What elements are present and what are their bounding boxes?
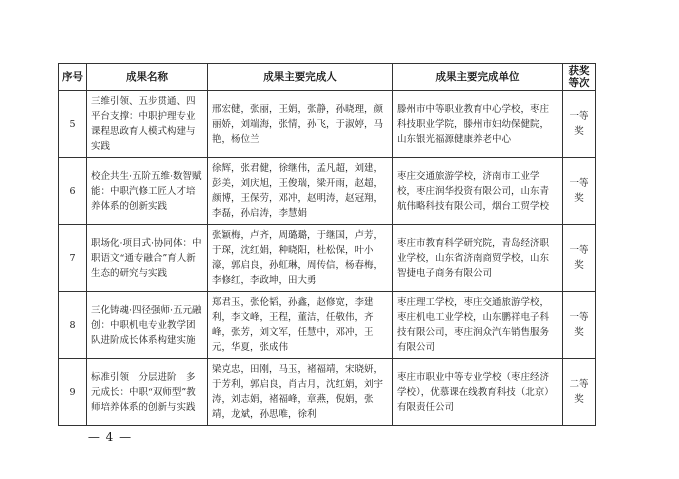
row-award: 一等奖 (563, 158, 596, 225)
table-row (59, 225, 596, 292)
header-serial: 序号 (59, 64, 87, 91)
table-row (59, 292, 596, 359)
row-serial: 7 (59, 225, 87, 292)
row-award: 一等奖 (563, 225, 596, 292)
row-people: 张颖梅，卢齐，周璐璐，于继国，卢芳，于琛，沈红娟，种晓阳，杜松保，叶小濠，郭启良，孙虹琳，周传信，杨春梅，李修红，李政坤，田大勇 (208, 225, 393, 292)
row-units: 枣庄市教育科学研究院，青岛经济职业学校，山东省济南商贸学校，山东智捷电子商务有限公司 (393, 225, 563, 292)
header-name: 成果名称 (87, 64, 208, 91)
row-units: 枣庄理工学校，枣庄交通旅游学校，枣庄机电工业学校，山东鹏祥电子科技有限公司，枣庄润众汽车销售服务有限公司 (393, 292, 563, 359)
row-serial: 9 (59, 359, 87, 426)
row-award: 一等奖 (563, 292, 596, 359)
table-row (59, 91, 596, 158)
header-award: 获奖等次 (563, 64, 596, 91)
row-people: 郑君玉，张伦韬，孙鑫，赵修宽，李建利，李文峰，王程，董洁，任敬伟，齐峰，张芳，刘文军，任慧中，邓冲，王元，华夏，张成伟 (208, 292, 393, 359)
row-achievement-name: 三化铸魂·四径强师·五元融创：中职机电专业教学团队进阶成长体系构建实施 (87, 292, 208, 359)
row-serial: 5 (59, 91, 87, 158)
row-people: 徐辉，张君健，徐继伟，孟凡超，刘建，彭美，刘庆旭，王俊瑞，梁开雨，赵超，颜博，王保劳，邓冲，赵明涛，赵冠翔，李磊，孙启涛，李慧娟 (208, 158, 393, 225)
row-achievement-name: 职场化·项目式·协同体：中职语文“通专融合”育人新生态的研究与实践 (87, 225, 208, 292)
row-award: 一等奖 (563, 91, 596, 158)
row-serial: 8 (59, 292, 87, 359)
row-units: 枣庄市职业中等专业学校（枣庄经济学校），优慕课在线教育科技（北京）有限责任公司 (393, 359, 563, 426)
row-people: 邢宏健，张丽，王娟，张静，孙晓理，颜丽娇，刘端海，张情，孙飞，于淑婷，马艳，杨位兰 (208, 91, 393, 158)
row-units: 枣庄交通旅游学校，济南市工业学校，枣庄润华投资有限公司，山东青航伟略科技有限公司，烟台工贸学校 (393, 158, 563, 225)
row-units: 滕州市中等职业教育中心学校，枣庄科技职业学院，滕州市妇幼保健院，山东银光福源健康养老中心 (393, 91, 563, 158)
header-people: 成果主要完成人 (208, 64, 393, 91)
row-achievement-name: 标准引领 分层进阶 多元成长：中职“双师型”教师培养体系的创新与实践 (87, 359, 208, 426)
page-number: — 4 — (87, 430, 133, 444)
row-achievement-name: 校企共生·五阶五维·数智赋能：中职汽修工匠人才培养体系的创新实践 (87, 158, 208, 225)
table-row (59, 158, 596, 225)
table-row (59, 359, 596, 426)
results-table (58, 63, 596, 426)
row-award: 二等奖 (563, 359, 596, 426)
row-serial: 6 (59, 158, 87, 225)
row-people: 梁克忠，田刚，马玉，褚福靖，宋晓妍，于芳利，郭启良，肖古月，沈红娟，刘宇涛，刘志娟，褚福峰，章燕，倪娟，张靖，龙斌，孙思唯，徐利 (208, 359, 393, 426)
header-row (59, 64, 596, 91)
row-achievement-name: 三维引领、五步贯通、四平台支撑：中职护理专业课程思政育人模式构建与实践 (87, 91, 208, 158)
header-units: 成果主要完成单位 (393, 64, 563, 91)
